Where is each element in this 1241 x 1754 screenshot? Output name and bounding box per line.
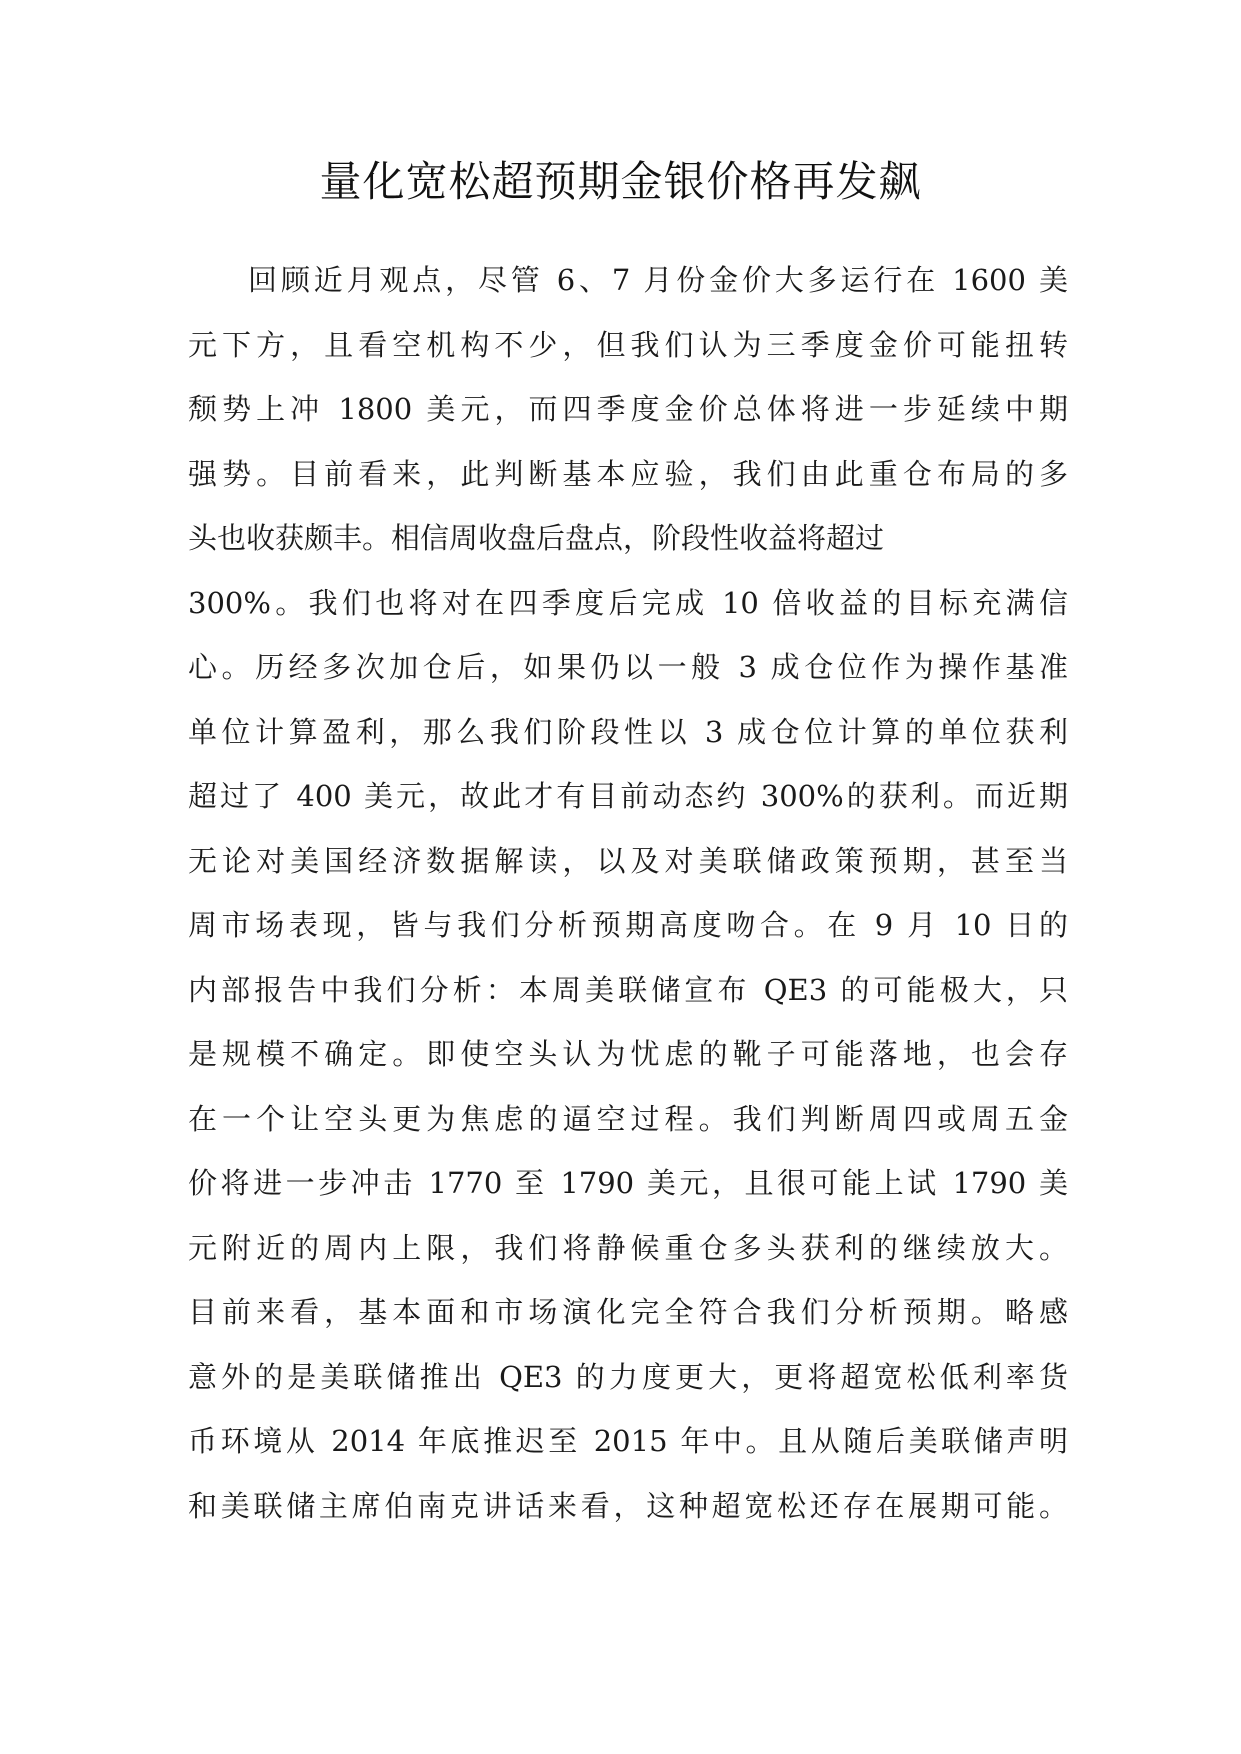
document-title: 量化宽松超预期金银价格再发飙 [319,157,922,206]
paragraph-line: 价将进一步冲击 1770 至 1790 美元，且很可能上试 1790 美 [188,1166,1068,1200]
paragraph-line: 在一个让空头更为焦虑的逼空过程。我们判断周四或周五金 [188,1101,1068,1136]
paragraph-line: 回顾近月观点，尽管 6、7 月份金价大多运行在 1600 美 [248,263,1068,297]
paragraph-line: 币环境从 2014 年底推迟至 2015 年中。且从随后美联储声明 [188,1424,1068,1458]
paragraph-line: 目前来看，基本面和市场演化完全符合我们分析预期。略感 [188,1295,1068,1329]
paragraph-line: 强势。目前看来，此判断基本应验，我们由此重仓布局的多 [188,456,1068,491]
paragraph-line: 无论对美国经济数据解读，以及对美联储政策预期，甚至当 [188,843,1068,878]
paragraph-line: 是规模不确定。即使空头认为忧虑的靴子可能落地，也会存 [188,1037,1068,1071]
paragraph-line: 300%。我们也将对在四季度后完成 10 倍收益的目标充满信 [188,585,1068,620]
paragraph-line: 和美联储主席伯南克讲话来看，这种超宽松还存在展期可能。 [188,1488,1068,1523]
paragraph-line: 心。历经多次加仓后，如果仍以一般 3 成仓位作为操作基准 [188,650,1068,684]
paragraph-line: 超过了 400 美元，故此才有目前动态约 300%的获利。而近期 [188,779,1068,813]
paragraph-line: 元附近的周内上限，我们将静候重仓多头获利的继续放大。 [188,1230,1068,1265]
paragraph-line: 颓势上冲 1800 美元，而四季度金价总体将进一步延续中期 [188,392,1068,426]
paragraph-line: 周市场表现，皆与我们分析预期高度吻合。在 9 月 10 日的 [188,908,1068,942]
paragraph-line: 内部报告中我们分析：本周美联储宣布 QE3 的可能极大，只 [188,972,1068,1007]
article-body [188,248,1068,1538]
paragraph-line: 单位计算盈利，那么我们阶段性以 3 成仓位计算的单位获利 [188,714,1068,749]
paragraph-line: 头也收获颇丰。相信周收盘后盘点，阶段性收益将超过 [188,521,885,555]
paragraph-line: 意外的是美联储推出 QE3 的力度更大，更将超宽松低利率货 [188,1359,1068,1394]
paragraph-line: 元下方，且看空机构不少，但我们认为三季度金价可能扭转 [188,327,1068,362]
